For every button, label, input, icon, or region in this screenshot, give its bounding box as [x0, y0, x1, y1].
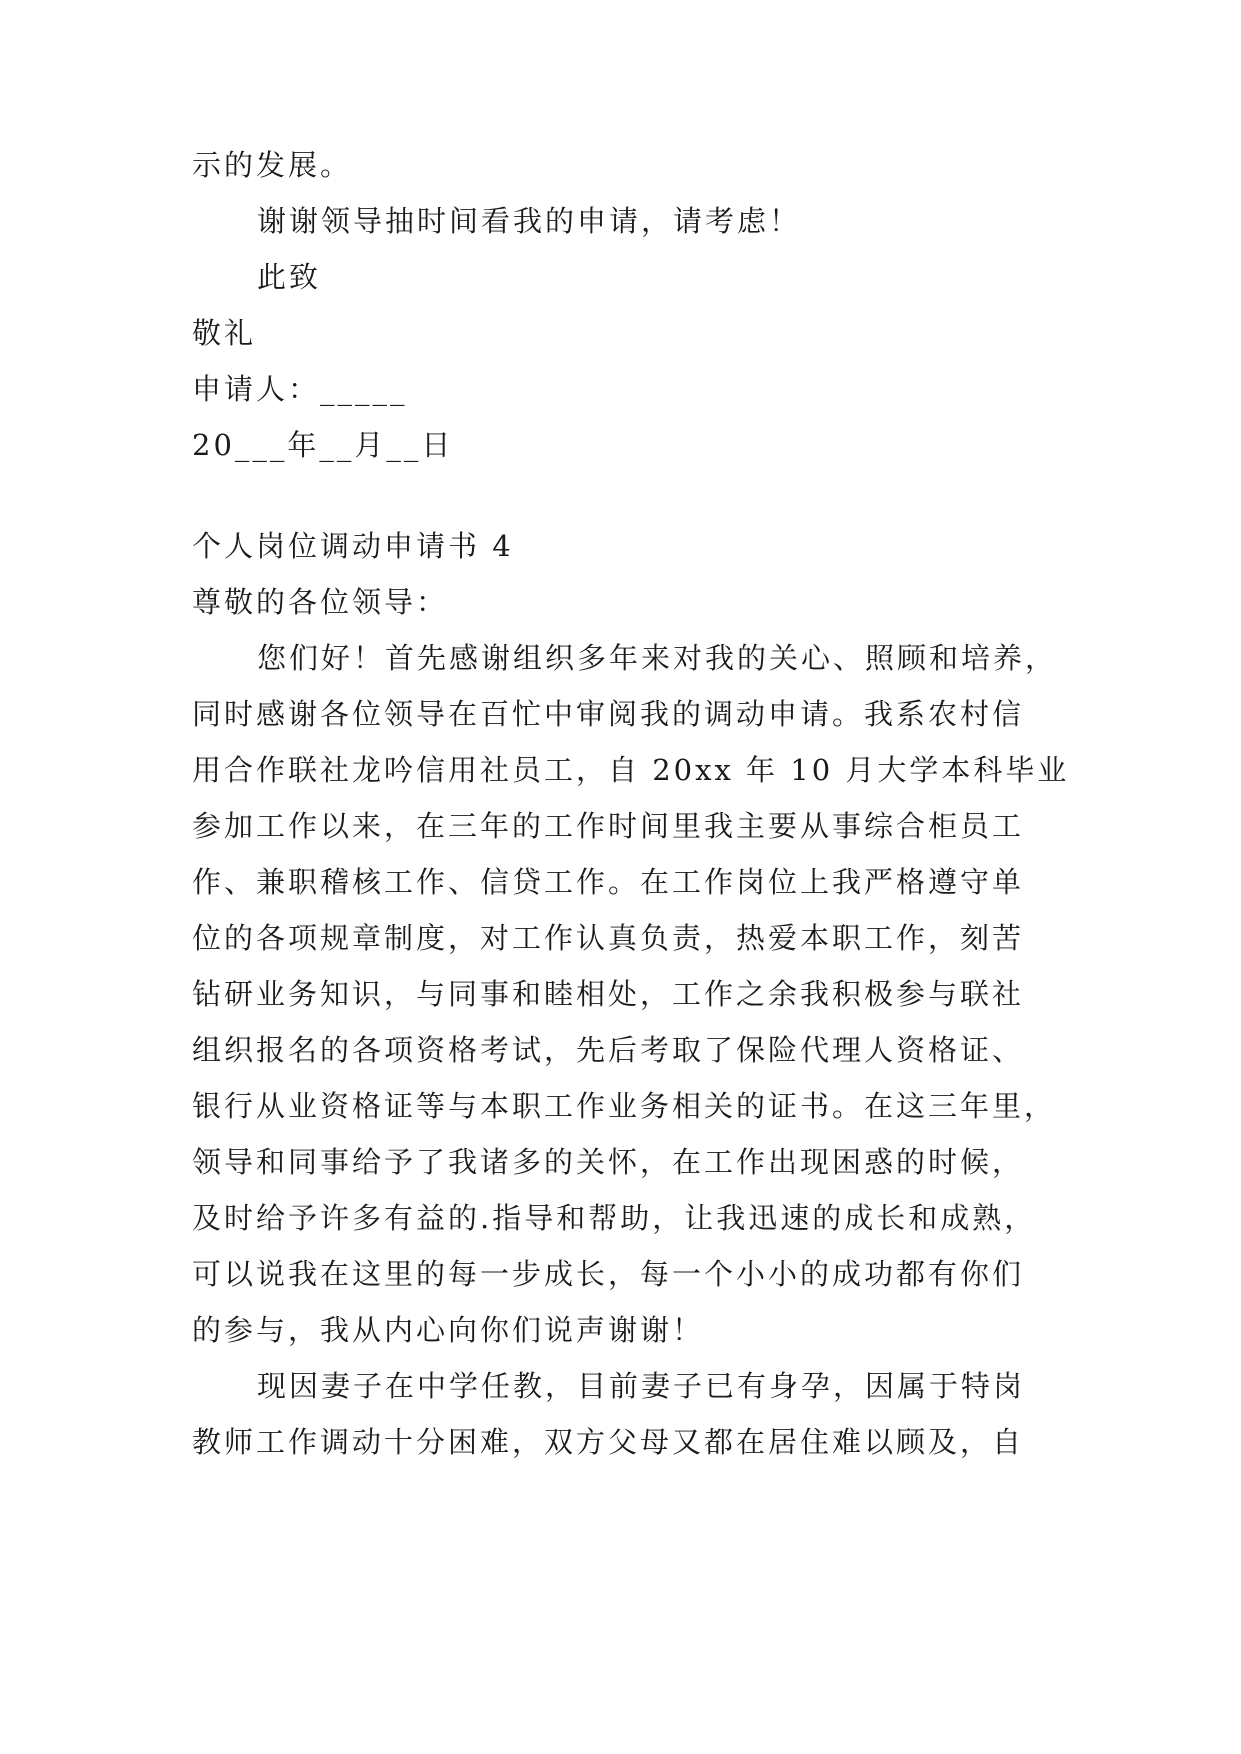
- paragraph-line: 作、兼职稽核工作、信贷工作。在工作岗位上我严格遵守单: [192, 865, 1025, 899]
- date-line: 20___年__月__日: [192, 428, 454, 462]
- salutation: 尊敬的各位领导：: [192, 585, 449, 619]
- paragraph-line: 您们好！首先感谢组织多年来对我的关心、照顾和培养，: [257, 641, 1058, 675]
- section-title: 个人岗位调动申请书 4: [192, 529, 514, 563]
- paragraph-line: 的参与，我从内心向你们说声谢谢！: [192, 1313, 705, 1347]
- paragraph-line: 银行从业资格证等与本职工作业务相关的证书。在这三年里，: [192, 1089, 1057, 1123]
- text-line: 示的发展。: [192, 148, 353, 182]
- paragraph-line: 同时感谢各位领导在百忙中审阅我的调动申请。我系农村信: [192, 697, 1025, 731]
- paragraph-line: 位的各项规章制度，对工作认真负责，热爱本职工作，刻苦: [192, 921, 1025, 955]
- paragraph-line: 组织报名的各项资格考试，先后考取了保险代理人资格证、: [192, 1033, 1025, 1067]
- text-line: 谢谢领导抽时间看我的申请，请考虑！: [257, 204, 802, 238]
- closing-line: 敬礼: [192, 316, 257, 350]
- applicant-line: 申请人：_____: [192, 372, 408, 406]
- paragraph-line: 可以说我在这里的每一步成长，每一个小小的成功都有你们: [192, 1257, 1025, 1291]
- paragraph-line: 用合作联社龙吟信用社员工，自 20xx 年 10 月大学本科毕业: [192, 753, 1070, 787]
- paragraph-line: 教师工作调动十分困难，双方父母又都在居住难以顾及，自: [192, 1425, 1025, 1459]
- paragraph-line: 钻研业务知识，与同事和睦相处，工作之余我积极参与联社: [192, 977, 1025, 1011]
- paragraph-line: 领导和同事给予了我诸多的关怀，在工作出现困惑的时候，: [192, 1145, 1025, 1179]
- paragraph-line: 及时给予许多有益的.指导和帮助，让我迅速的成长和成熟，: [192, 1201, 1037, 1235]
- paragraph-line: 现因妻子在中学任教，目前妻子已有身孕，因属于特岗: [257, 1369, 1026, 1403]
- paragraph-line: 参加工作以来，在三年的工作时间里我主要从事综合柜员工: [192, 809, 1025, 843]
- closing-line: 此致: [257, 260, 322, 294]
